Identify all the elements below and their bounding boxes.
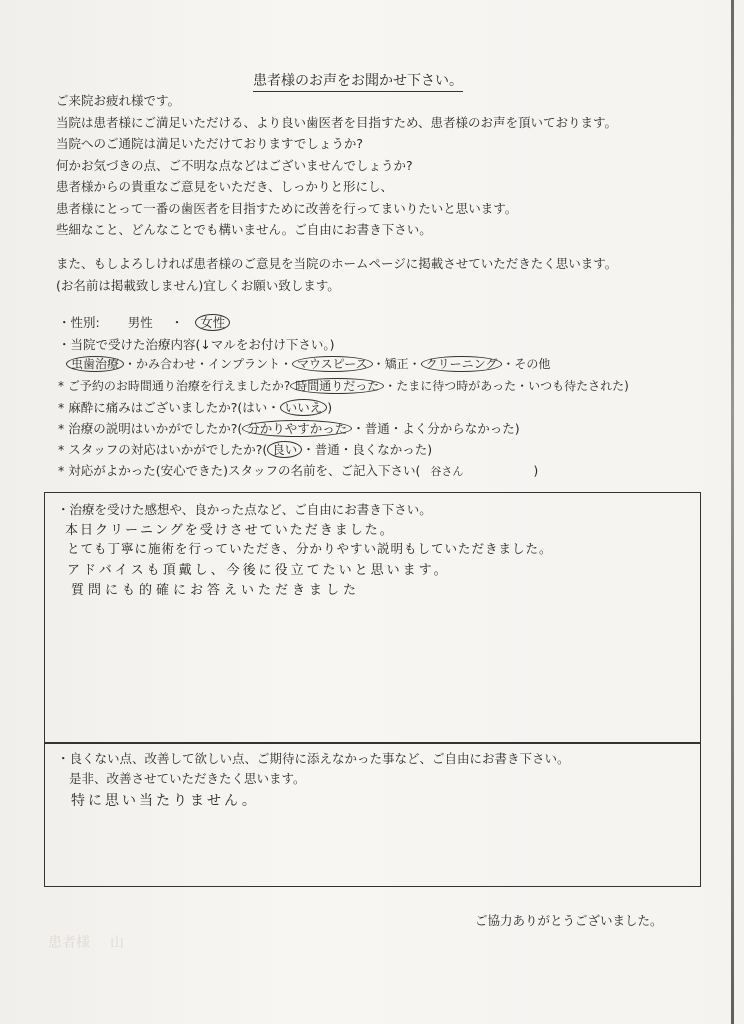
gender-female-option-circled[interactable]: 女性 bbox=[195, 314, 230, 331]
intro-line: 何かお気づきの点、ご不明な点などはございませんでしょうか? bbox=[56, 157, 413, 173]
question-on-time bbox=[58, 377, 629, 394]
treatment-option-orthodontics[interactable]: ・矯正・ bbox=[372, 357, 421, 371]
question-staff-name bbox=[58, 461, 538, 479]
improvement-prompt-2: 是非、改善させていただきたく思います。 bbox=[69, 771, 306, 786]
pain-close: ) bbox=[327, 400, 333, 415]
improvement-prompt: ・良くない点、改善して欲しい点、ご期待に添えなかった事など、ご自由にお書き下さい。 bbox=[57, 751, 570, 766]
thanks-text: ご協力ありがとうございました。 bbox=[475, 913, 663, 928]
intro-text bbox=[56, 90, 617, 241]
feedback-box[interactable] bbox=[44, 492, 701, 744]
bleed-through-text: 患者様 bbox=[48, 935, 90, 951]
intro-line: 当院へのご通院は満足いただけておりますでしょうか? bbox=[56, 136, 364, 151]
treatment-option-cavity-circled[interactable]: 虫歯治療 bbox=[66, 356, 124, 372]
gender-male-option[interactable]: 男性 bbox=[127, 315, 153, 330]
intro-line: ご来院お疲れ様です。 bbox=[56, 93, 181, 108]
staff-name-handwritten[interactable]: 谷さん bbox=[430, 465, 464, 478]
gender-label: ・性別: bbox=[58, 315, 100, 330]
intro-line: 些細なこと、どんなことでも構いません。ご自由にお書き下さい。 bbox=[56, 222, 432, 237]
question-gender bbox=[58, 313, 230, 331]
pain-label: * 麻酔に痛みはございましたか?(はい・ bbox=[58, 400, 280, 415]
on-time-option-on-time-circled[interactable]: 時間通りだった bbox=[290, 378, 384, 394]
intro-line: 患者様からの貴重なご意見をいただき、しっかりと形にし、 bbox=[56, 179, 394, 194]
feedback-handwritten-line: とても丁寧に施術を行っていただき、分かりやすい説明もしていただきました。 bbox=[67, 541, 553, 556]
on-time-label: * ご予約のお時間通り治療を行えましたか? bbox=[58, 379, 291, 393]
question-anesthesia-pain bbox=[58, 398, 332, 416]
page-title: 患者様のお声をお聞かせ下さい。 bbox=[253, 70, 463, 92]
homepage-consent-text bbox=[56, 253, 617, 296]
treatment-option-bite-implant[interactable]: ・かみ合わせ・インプラント・ bbox=[124, 357, 293, 371]
feedback-prompt: ・治療を受けた感想や、良かった点など、ご自由にお書き下さい。 bbox=[57, 502, 432, 517]
intro-line: 当院は患者様にご満足いただける、より良い歯医者を目指すため、患者様のお声を頂いております。 bbox=[56, 114, 618, 130]
explanation-other-options[interactable]: ・普通・よく分からなかった) bbox=[352, 421, 520, 436]
feedback-handwritten-line: 本日クリーニングを受けさせていただきました。 bbox=[65, 523, 395, 538]
feedback-handwritten-line: アドバイスも頂戴し、今後に役立てたいと思います。 bbox=[67, 563, 450, 578]
on-time-other-options[interactable]: ・たまに待つ時があった・いつも待たされた) bbox=[384, 379, 629, 393]
explanation-option-clear-circled[interactable]: 分かりやすかった bbox=[242, 420, 352, 437]
pain-option-no-circled[interactable]: いいえ bbox=[280, 399, 328, 416]
bleed-through-text: 山 bbox=[110, 935, 124, 951]
staff-other-options[interactable]: ・普通・良くなかった) bbox=[302, 442, 433, 457]
improvement-handwritten-line: 特に思い当たりません。 bbox=[71, 793, 259, 809]
treatment-option-other[interactable]: ・その他 bbox=[502, 357, 551, 371]
gender-separator: ・ bbox=[170, 315, 184, 330]
question-staff bbox=[58, 440, 432, 458]
paper-edge-shadow bbox=[731, 0, 734, 1024]
treatment-option-cleaning-circled[interactable]: クリーニング bbox=[421, 356, 503, 372]
feedback-handwritten-line: 質問にも的確にお答えいただきました bbox=[71, 583, 361, 598]
staff-name-close: ) bbox=[533, 463, 539, 478]
question-treatment: ・当院で受けた治療内容(↓マルをお付け下さい。) bbox=[58, 337, 335, 352]
staff-name-label: * 対応がよかった(安心できた)スタッフの名前を、ご記入下さい( bbox=[58, 463, 421, 478]
question-explanation bbox=[58, 419, 520, 437]
explanation-label: * 治療の説明はいかがでしたか?( bbox=[58, 421, 243, 436]
improvement-box[interactable] bbox=[44, 742, 701, 887]
staff-option-good-circled[interactable]: 良い bbox=[267, 441, 302, 458]
treatment-option-mouthpiece-circled[interactable]: マウスピース bbox=[292, 356, 373, 372]
staff-label: * スタッフの対応はいかがでしたか?( bbox=[58, 442, 268, 457]
intro-line: 患者様にとって一番の歯医者を目指すために改善を行ってまいりたいと思います。 bbox=[56, 200, 518, 216]
homepage-line: また、もしよろしければ患者様のご意見を当院のホームページに掲載させていただきたく思います。 bbox=[56, 256, 618, 271]
treatment-options bbox=[66, 355, 550, 372]
homepage-line: (お名前は掲載致しません)宜しくお願い致します。 bbox=[56, 277, 340, 293]
